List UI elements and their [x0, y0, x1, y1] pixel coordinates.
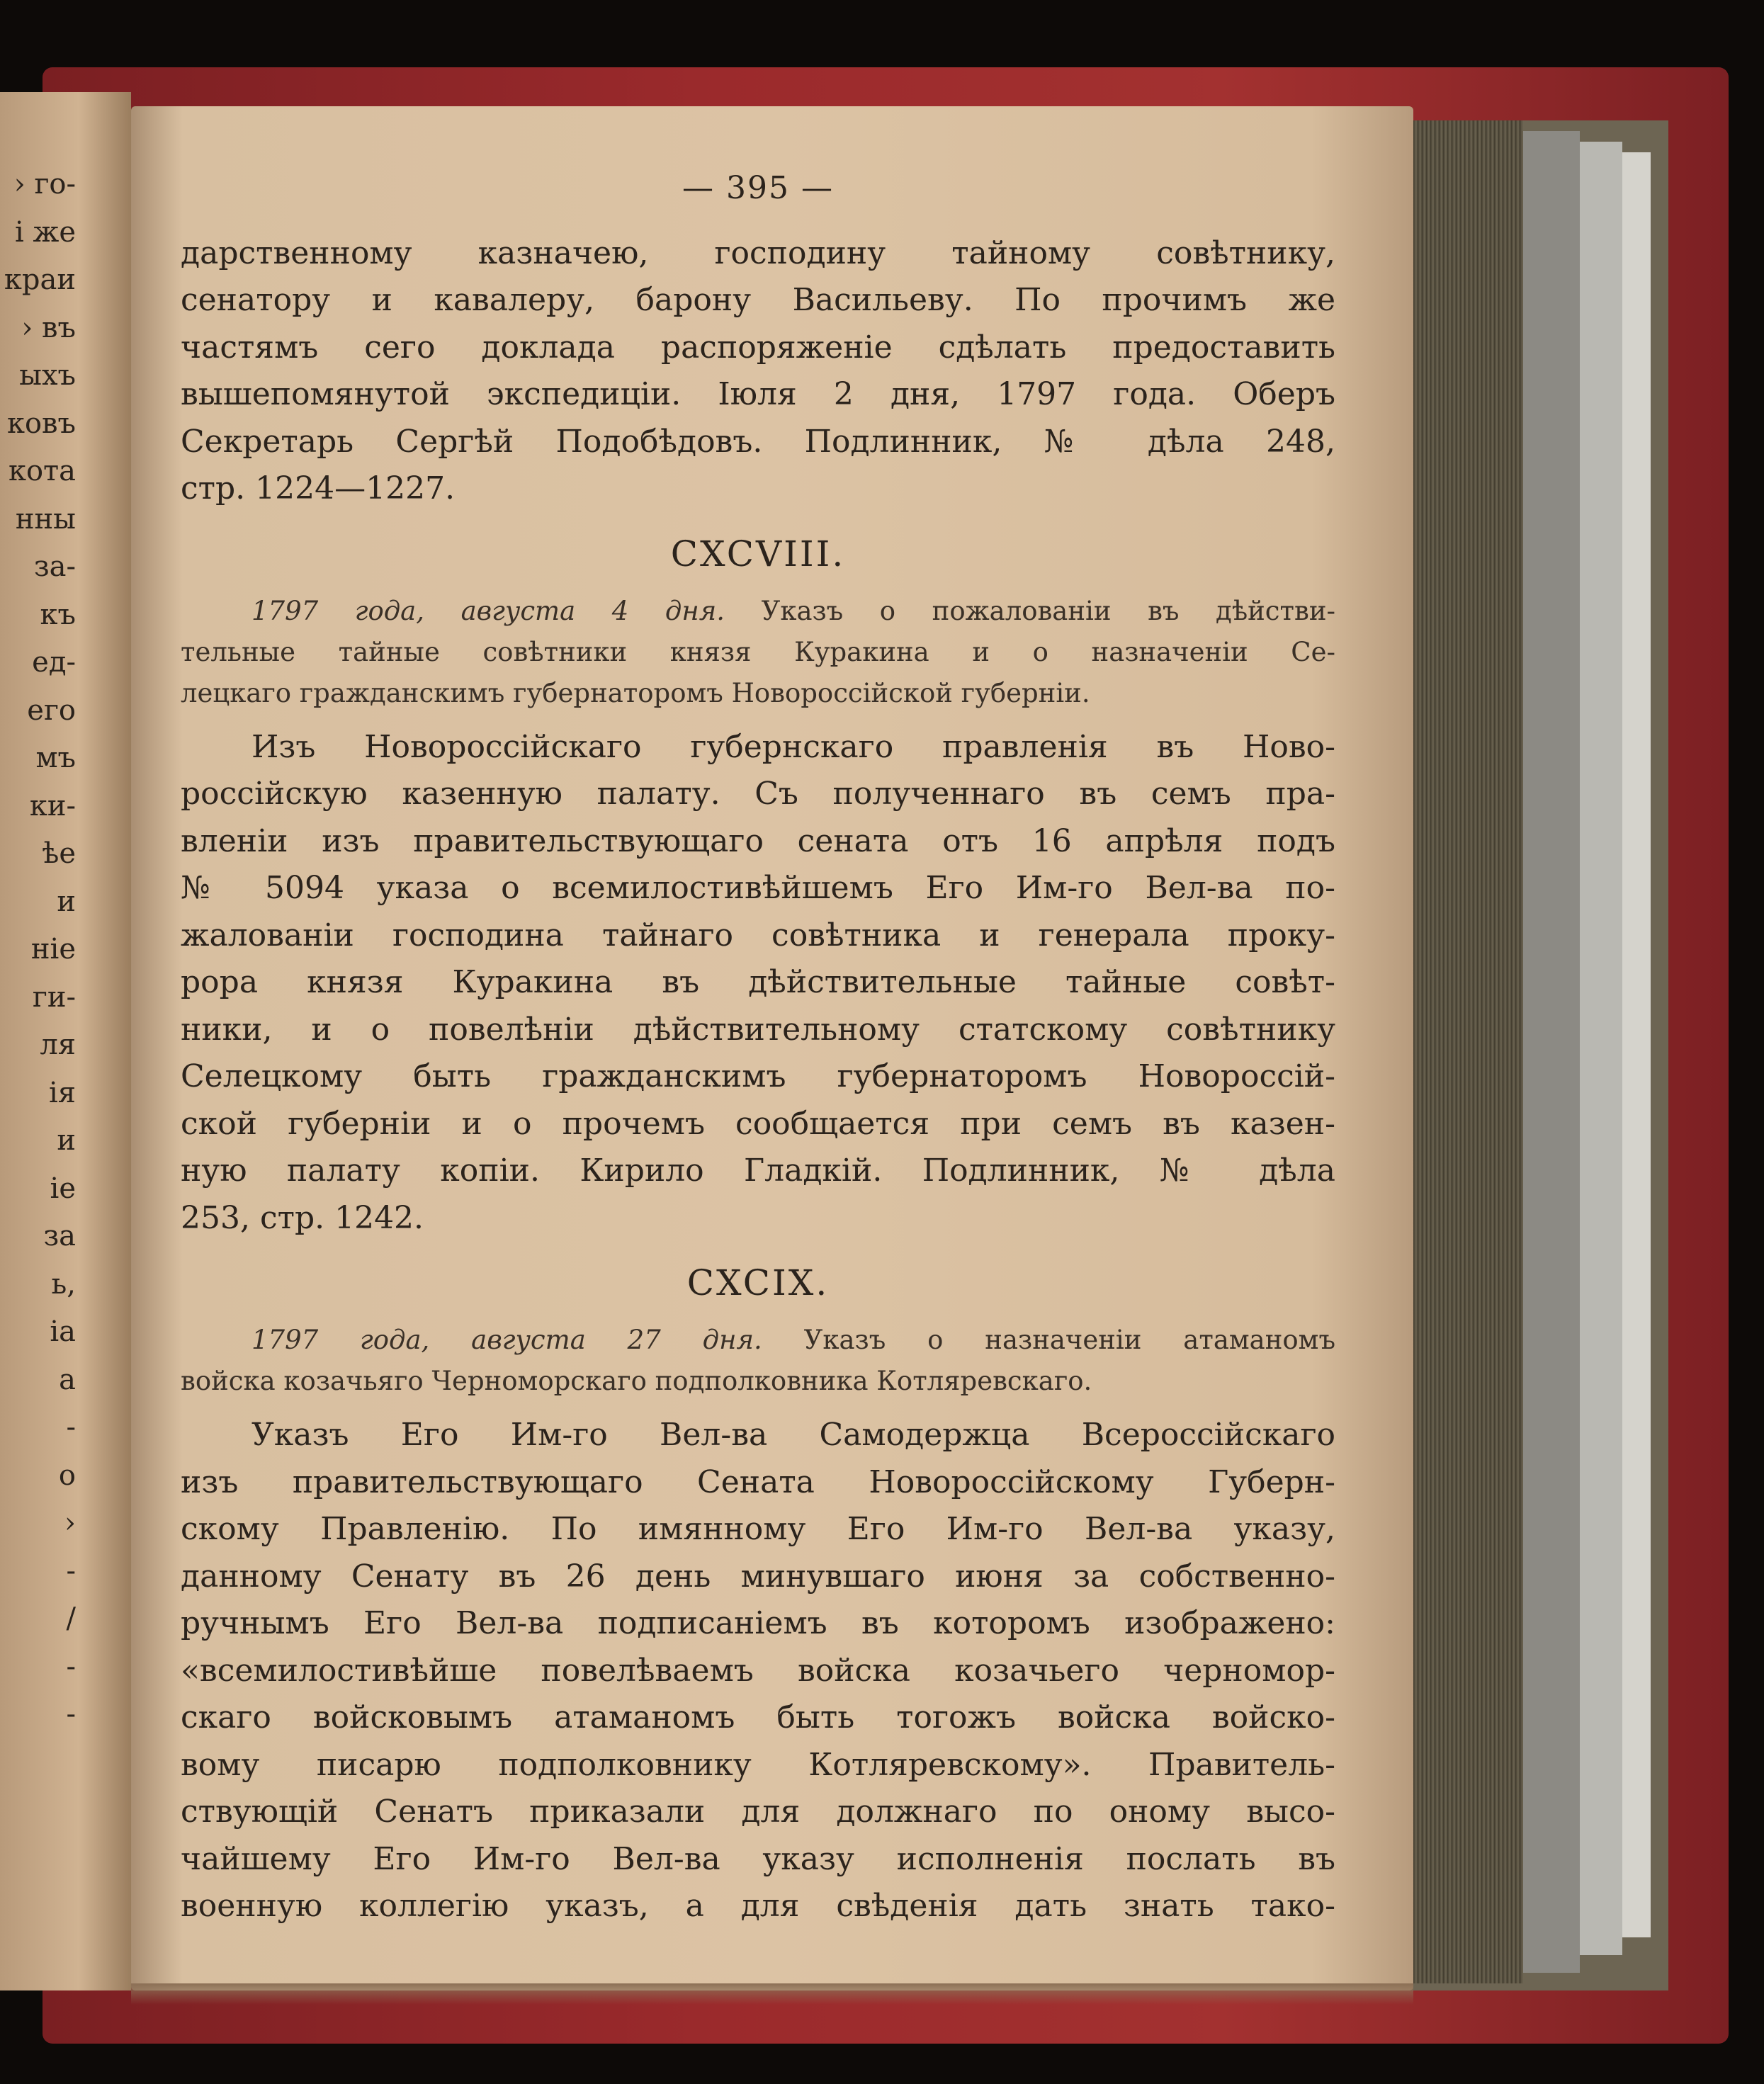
- left-page-fragment: кота: [8, 455, 76, 487]
- left-page-fragment: › го-: [13, 168, 76, 200]
- summary-date: 1797 года, августа 27 дня.: [251, 1325, 762, 1356]
- left-page-fragment: краи: [4, 264, 76, 296]
- text-line: 253, стр. 1242.: [181, 1199, 424, 1236]
- text-line: ручнымъ Его Вел-ва подписаніемъ въ которомъ изображено:: [181, 1605, 1335, 1642]
- left-page-fragment: ковъ: [6, 407, 76, 440]
- left-page-fragment: ѣе: [42, 837, 76, 870]
- text-line: данному Сенату въ 26 день минувшаго июня за собственно-: [181, 1558, 1335, 1595]
- left-page-fragment: ›: [64, 1507, 76, 1539]
- left-page-fragment: его: [27, 693, 76, 727]
- left-page-fragment: ки-: [29, 789, 76, 822]
- text-line: рора князя Куракина въ дѣйствительные тайные совѣт-: [181, 964, 1335, 1001]
- left-page-fragment: за: [43, 1220, 76, 1252]
- text-line: вому писарю подполковнику Котляревскому». Правитель-: [181, 1746, 1335, 1783]
- summary-date: 1797 года, августа 4 дня.: [251, 595, 725, 626]
- text-line: сенатору и кавалеру, барону Васильеву. По прочимъ же: [181, 282, 1335, 319]
- left-page-fragment: › въ: [21, 311, 76, 344]
- text-line: ской губерніи и о прочемъ сообщается при семъ въ казен-: [181, 1105, 1335, 1142]
- text-line: скаго войсковымъ атаманомъ быть тогожъ войска войско-: [181, 1699, 1335, 1736]
- section-heading: CXCIX.: [686, 1262, 830, 1304]
- left-page-fragment: ніе: [30, 933, 76, 965]
- left-page-fragment: іа: [50, 1315, 76, 1348]
- left-page-fragment: ля: [40, 1029, 76, 1061]
- section-body: [181, 724, 1335, 1242]
- text-line: чайшему Его Им-го Вел-ва указу исполненія послать въ: [181, 1840, 1335, 1877]
- text-line: вышепомянутой экспедиціи. Іюля 2 дня, 1797 года. Оберъ: [181, 376, 1335, 413]
- summary-text: Указъ о назначеніи атаманомъ: [803, 1325, 1335, 1356]
- section-body: [181, 1412, 1335, 1930]
- text-line: военную коллегію указъ, а для свѣденія дать знать тако-: [181, 1888, 1335, 1925]
- text-line: россійскую казенную палату. Съ полученнаго въ семъ пра-: [181, 776, 1335, 812]
- left-page-fragment: /: [66, 1602, 76, 1635]
- text-line: Изъ Новороссійскаго губернскаго правленія въ Ново-: [251, 728, 1335, 765]
- left-page: [0, 92, 131, 1990]
- left-page-fragment: а: [59, 1363, 76, 1396]
- page-edge-gray: [1523, 131, 1580, 1973]
- page-bottom-shadow: [131, 1983, 1413, 2005]
- page-edge-light: [1580, 142, 1622, 1955]
- text-line: дарственному казначею, господину тайному совѣтнику,: [181, 234, 1335, 271]
- section-summary: [181, 1320, 1335, 1402]
- section-summary: [181, 591, 1335, 714]
- book-page: [131, 106, 1413, 1990]
- left-page-fragment: къ: [40, 598, 76, 631]
- summary-text: Указъ о пожалованіи въ дѣйстви-: [761, 595, 1335, 626]
- summary-line: [181, 1320, 1335, 1361]
- page-edges: [1410, 120, 1523, 1983]
- left-page-fragment: ь,: [51, 1267, 76, 1301]
- page-number: — 395 —: [682, 170, 834, 206]
- text-line: ную палату копіи. Кирило Гладкій. Подлинник, № дѣла: [181, 1153, 1335, 1189]
- page-edge-white: [1622, 152, 1651, 1937]
- left-page-fragment: и: [57, 885, 76, 918]
- left-page-fragment: нны: [15, 502, 76, 536]
- text-line: Указъ Его Им-го Вел-ва Самодержца Всероссійскаго: [251, 1417, 1335, 1454]
- left-page-fragment: ія: [48, 1076, 76, 1109]
- left-page-fragment: о: [58, 1459, 76, 1492]
- text-line: ники, и о повелѣніи дѣйствительному статскому совѣтнику: [181, 1011, 1335, 1048]
- left-page-fragment: -: [66, 1554, 76, 1587]
- text-line: скому Правленію. По имянному Его Им-го Вел-ва указу,: [181, 1511, 1335, 1548]
- summary-line: тельные тайные совѣтники князя Куракина и о назначеніи Се-: [181, 636, 1335, 667]
- top-paragraph: [181, 230, 1335, 513]
- text-line: Селецкому быть гражданскимъ губернаторомъ Новороссій-: [181, 1058, 1335, 1095]
- summary-line: [181, 591, 1335, 632]
- left-page-fragment: ед-: [32, 646, 76, 679]
- left-page-fragment: мъ: [35, 742, 76, 774]
- left-page-fragment: ги-: [32, 980, 76, 1014]
- section-heading: CXCVIII.: [670, 533, 846, 574]
- text-line: вленіи изъ правительствующаго сената отъ 16 апрѣля подъ: [181, 822, 1335, 859]
- text-line: Секретарь Сергѣй Подобѣдовъ. Подлинник, № дѣла 248,: [181, 423, 1335, 460]
- left-page-fragment: -: [66, 1698, 76, 1731]
- left-page-fragment: -: [66, 1650, 76, 1683]
- left-page-fragment: ыхъ: [19, 359, 76, 392]
- left-page-fragment: і же: [15, 215, 76, 249]
- summary-line: войска козачьяго Черноморскаго подполковника Котляревскаго.: [181, 1366, 1092, 1397]
- text-line: стр. 1224—1227.: [181, 470, 456, 507]
- text-line: частямъ сего доклада распоряженіе сдѣлать предоставить: [181, 329, 1335, 366]
- text-line: № 5094 указа о всемилостивѣйшемъ Его Им-го Вел-ва по-: [181, 870, 1335, 907]
- left-page-fragment: и: [57, 1124, 76, 1157]
- left-page-fragment: -: [66, 1411, 76, 1444]
- page-content: [181, 170, 1335, 1930]
- summary-line: лецкаго гражданскимъ губернаторомъ Новороссійской губерніи.: [181, 677, 1090, 708]
- text-line: «всемилостивѣйше повелѣваемъ войска козачьего черномор-: [181, 1652, 1335, 1689]
- left-page-fragment: іе: [50, 1172, 76, 1205]
- text-line: изъ правительствующаго Сената Новороссійскому Губерн-: [181, 1463, 1335, 1500]
- text-line: ствующій Сенатъ приказали для должнаго по оному высо-: [181, 1794, 1335, 1830]
- text-line: жалованіи господина тайнаго совѣтника и генерала проку-: [181, 917, 1335, 953]
- left-page-fragment: за-: [33, 550, 76, 583]
